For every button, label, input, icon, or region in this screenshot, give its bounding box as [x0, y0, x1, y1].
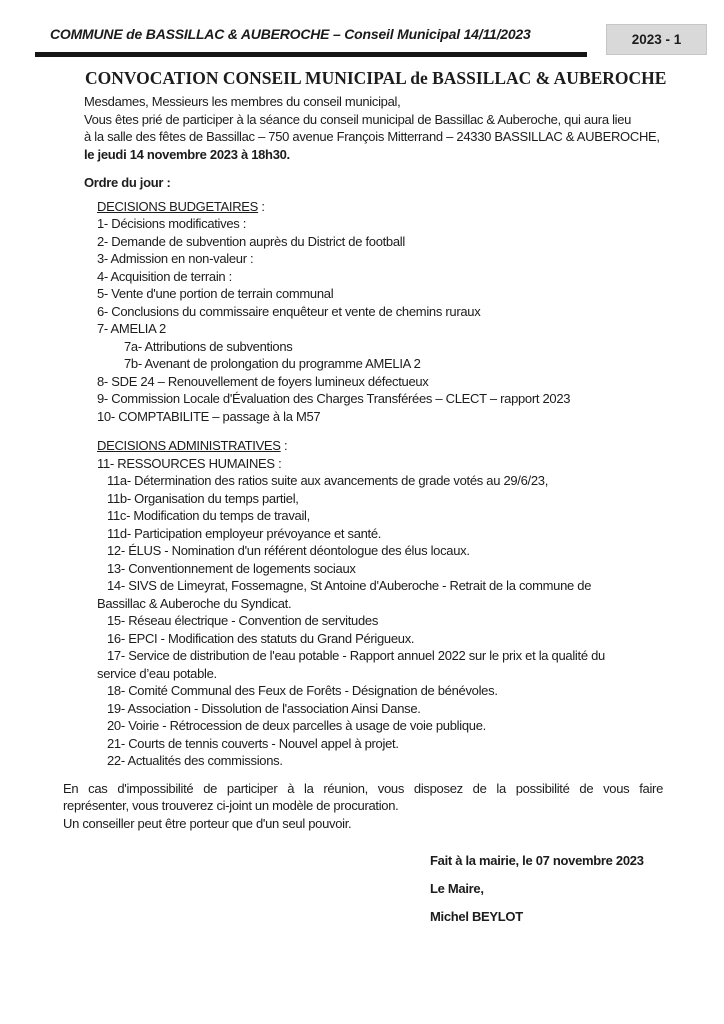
- agenda-item-continuation: service d’eau potable.: [97, 665, 217, 681]
- meeting-datetime: le jeudi 14 novembre 2023 à 18h30.: [84, 146, 290, 162]
- agenda-item: 18- Comité Communal des Feux de Forêts - Désignation de bénévoles.: [107, 683, 498, 698]
- agenda-item: 19- Association - Dissolution de l'association Ainsi Danse.: [107, 700, 421, 716]
- agenda-item: 4- Acquisition de terrain :: [97, 268, 232, 284]
- agenda-item: 20- Voirie - Rétrocession de deux parcelles à usage de voie publique.: [107, 718, 486, 733]
- agenda-item-continuation: Bassillac & Auberoche du Syndicat.: [97, 595, 292, 611]
- agenda-subitem: 11a- Détermination des ratios suite aux avancements de grade votés au 29/6/23,: [107, 473, 549, 488]
- closing-line: représenter, vous trouverez ci-joint un modèle de procuration.: [63, 798, 399, 813]
- closing-paragraph: [63, 780, 724, 833]
- agenda-item: 1- Décisions modificatives :: [97, 216, 247, 231]
- agenda-item: 6- Conclusions du commissaire enquêteur et vente de chemins ruraux: [97, 303, 481, 319]
- intro-salutation: Mesdames, Messieurs les membres du conseil municipal,: [84, 94, 401, 109]
- agenda-item: 5- Vente d'une portion de terrain communal: [97, 286, 334, 301]
- section-heading-text: DECISIONS ADMINISTRATIVES: [97, 438, 281, 453]
- agenda-subitem: 11d- Participation employeur prévoyance et santé.: [107, 525, 382, 541]
- agenda-subitem: 11c- Modification du temps de travail,: [107, 508, 310, 523]
- intro-line: Vous êtes prié de participer à la séance du conseil municipal de Bassillac & Auberoche, qui aura lieu: [84, 111, 632, 127]
- agenda-item: 3- Admission en non-valeur :: [97, 251, 254, 266]
- agenda-section-administratives: [0, 437, 724, 770]
- agenda-item: 21- Courts de tennis couverts - Nouvel appel à projet.: [107, 735, 399, 751]
- closing-line: En cas d'impossibilité de participer à la réunion, vous disposez de la possibilité de vous faire: [63, 780, 663, 796]
- signature-name: Michel BEYLOT: [430, 909, 523, 924]
- agenda-item: 22- Actualités des commissions.: [107, 753, 283, 768]
- agenda-subitem: 11b- Organisation du temps partiel,: [107, 490, 299, 506]
- agenda-item: 9- Commission Locale d'Évaluation des Charges Transférées – CLECT – rapport 2023: [97, 391, 571, 406]
- agenda-subitem: 7a- Attributions de subventions: [124, 338, 293, 354]
- section-heading: [97, 198, 724, 216]
- agenda-item: 16- EPCI - Modification des statuts du Grand Périgueux.: [107, 630, 415, 646]
- agenda-item: 11- RESSOURCES HUMAINES :: [97, 455, 282, 471]
- agenda-section-budgetaires: [0, 198, 724, 426]
- agenda-item: 13- Conventionnement de logements sociaux: [107, 560, 356, 576]
- agenda-item: 14- SIVS de Limeyrat, Fossemagne, St Antoine d'Auberoche - Retrait de la commune de: [107, 578, 592, 593]
- intro-paragraph: [84, 93, 724, 163]
- agenda-label: Ordre du jour :: [84, 175, 171, 190]
- section-heading: [97, 437, 724, 455]
- agenda-item: 2- Demande de subvention auprès du District de football: [97, 233, 405, 249]
- signature-block: [430, 852, 724, 926]
- section-heading-text: DECISIONS BUDGETAIRES: [97, 198, 259, 214]
- document-title: CONVOCATION CONSEIL MUNICIPAL de BASSILLAC & AUBEROCHE: [85, 68, 667, 88]
- section-heading-colon: :: [258, 198, 265, 214]
- agenda-item: 12- ÉLUS - Nomination d'un référent déontologue des élus locaux.: [107, 543, 470, 558]
- agenda-item: 7- AMELIA 2: [97, 321, 166, 336]
- agenda-subitem: 7b- Avenant de prolongation du programme AMELIA 2: [124, 356, 421, 371]
- page-header: [0, 0, 724, 57]
- agenda-item: 8- SDE 24 – Renouvellement de foyers lumineux défectueux: [97, 373, 429, 389]
- signature-role: Le Maire,: [430, 881, 484, 896]
- header-rule: [35, 52, 587, 57]
- closing-line: Un conseiller peut être porteur que d'un seul pouvoir.: [63, 815, 352, 831]
- signature-place-date: Fait à la mairie, le 07 novembre 2023: [430, 853, 644, 868]
- agenda-item: 17- Service de distribution de l'eau potable - Rapport annuel 2022 sur le prix et la qualité du: [107, 648, 605, 663]
- section-heading-colon: :: [280, 438, 288, 453]
- header-title: COMMUNE de BASSILLAC & AUBEROCHE – Conseil Municipal 14/11/2023: [50, 26, 531, 42]
- intro-line: à la salle des fêtes de Bassillac – 750 avenue François Mitterrand – 24330 BASSILLAC & AUBEROCHE,: [84, 129, 660, 144]
- page-number-badge: 2023 - 1: [606, 24, 707, 55]
- agenda-item: 15- Réseau électrique - Convention de servitudes: [107, 613, 379, 628]
- agenda-item: 10- COMPTABILITE – passage à la M57: [97, 408, 321, 424]
